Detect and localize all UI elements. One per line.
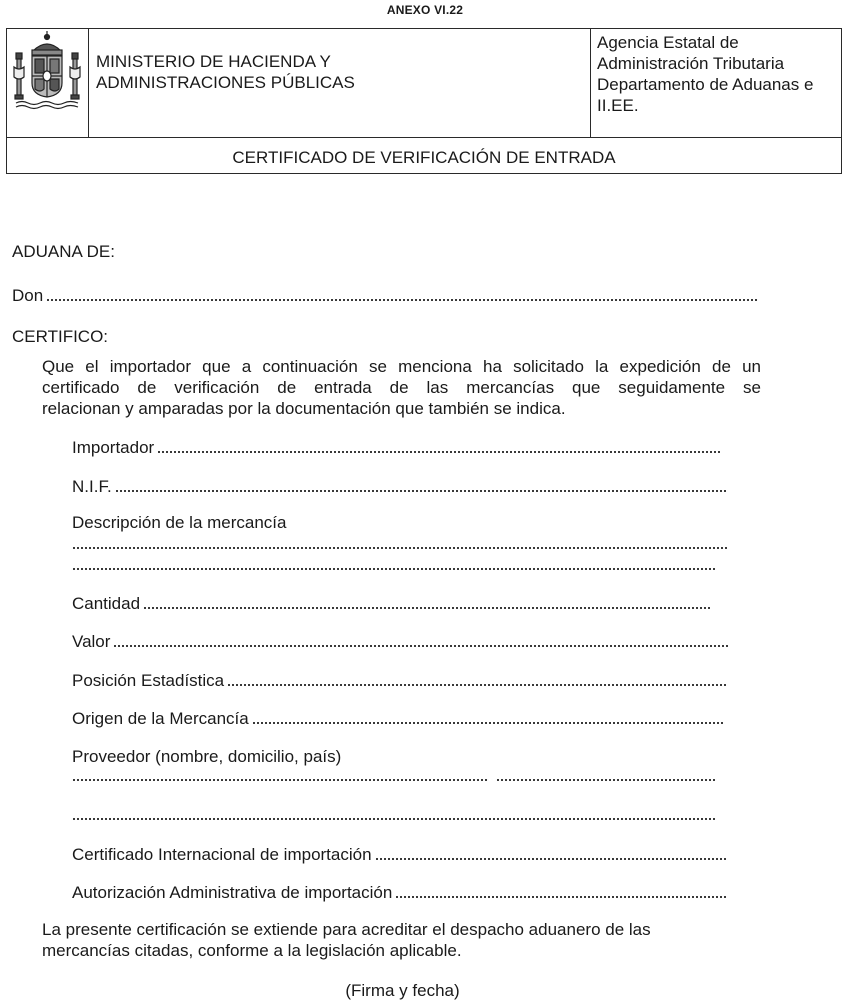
ministry-name-line-1: MINISTERIO DE HACIENDA Y	[96, 52, 331, 71]
proveedor-dotted-line-1b[interactable]	[496, 778, 716, 782]
origen-dotted-line	[252, 721, 724, 725]
header-top-row	[7, 29, 841, 138]
closing-paragraph	[42, 920, 722, 962]
posicion-label: Posición Estadística	[72, 671, 225, 690]
importador-field[interactable]	[72, 436, 722, 458]
proveedor-dotted-line-2[interactable]	[72, 817, 716, 821]
posicion-field[interactable]	[72, 669, 728, 691]
nif-field[interactable]	[72, 475, 726, 497]
ministry-cell	[89, 29, 591, 137]
descripcion-dotted-line-2[interactable]	[72, 567, 716, 571]
posicion-dotted-line	[227, 683, 728, 687]
agency-line-2: Administración Tributaria	[597, 54, 785, 73]
proveedor-dotted-line-1a[interactable]	[72, 778, 488, 782]
agency-cell	[591, 29, 841, 137]
intro-paragraph	[42, 357, 761, 420]
importador-label: Importador	[72, 438, 155, 457]
closing-line-2: mercancías citadas, conforme a la legislación aplicable.	[42, 941, 462, 960]
certifico-label: CERTIFICO:	[12, 327, 109, 346]
descripcion-label: Descripción de la mercancía	[72, 513, 287, 532]
certificado-internacional-dotted-line	[375, 857, 728, 861]
intro-line-3: relacionan y amparadas por la documentación que también se indica.	[42, 399, 566, 418]
valor-dotted-line	[113, 644, 728, 648]
autorizacion-label: Autorización Administrativa de importación	[72, 883, 393, 902]
proveedor-field[interactable]	[72, 745, 392, 767]
intro-line-2: certificado de verificación de entrada de las mercancías que seguidamente se	[42, 378, 761, 397]
descripcion-field[interactable]	[72, 511, 372, 533]
descripcion-dotted-line-1[interactable]	[72, 546, 728, 550]
certificado-internacional-field[interactable]	[72, 843, 728, 865]
proveedor-label: Proveedor (nombre, domicilio, país)	[72, 747, 342, 766]
aduana-label: ADUANA DE:	[12, 242, 115, 261]
form-header	[6, 28, 842, 174]
don-dotted-line	[46, 298, 757, 302]
valor-field[interactable]	[72, 630, 728, 652]
don-field[interactable]	[12, 284, 757, 306]
coat-of-arms-icon	[10, 31, 84, 111]
nif-dotted-line	[115, 489, 726, 493]
certificado-internacional-label: Certificado Internacional de importación	[72, 845, 372, 864]
ministry-name-line-2: ADMINISTRACIONES PÚBLICAS	[96, 73, 355, 92]
cantidad-field[interactable]	[72, 592, 712, 614]
logo-cell	[7, 29, 89, 137]
closing-line-1: La presente certificación se extiende para acreditar el despacho aduanero de las	[42, 920, 651, 939]
autorizacion-dotted-line	[395, 895, 726, 899]
cantidad-label: Cantidad	[72, 594, 141, 613]
agency-line-1: Agencia Estatal de	[597, 33, 739, 52]
cantidad-dotted-line	[143, 606, 712, 610]
origen-label: Origen de la Mercancía	[72, 709, 249, 728]
annex-title: ANEXO VI.22	[386, 3, 464, 17]
signature-line: (Firma y fecha)	[345, 981, 460, 1000]
form-title: CERTIFICADO DE VERIFICACIÓN DE ENTRADA	[232, 148, 616, 167]
importador-dotted-line	[157, 450, 722, 454]
valor-label: Valor	[72, 632, 111, 651]
nif-label: N.I.F.	[72, 477, 112, 496]
autorizacion-field[interactable]	[72, 881, 726, 903]
agency-line-3: Departamento de Aduanas e	[597, 75, 814, 94]
origen-field[interactable]	[72, 707, 724, 729]
intro-line-1: Que el importador que a continuación se menciona ha solicitado la expedición de un	[42, 357, 761, 376]
agency-line-4: II.EE.	[597, 96, 639, 115]
don-label: Don	[12, 286, 44, 305]
